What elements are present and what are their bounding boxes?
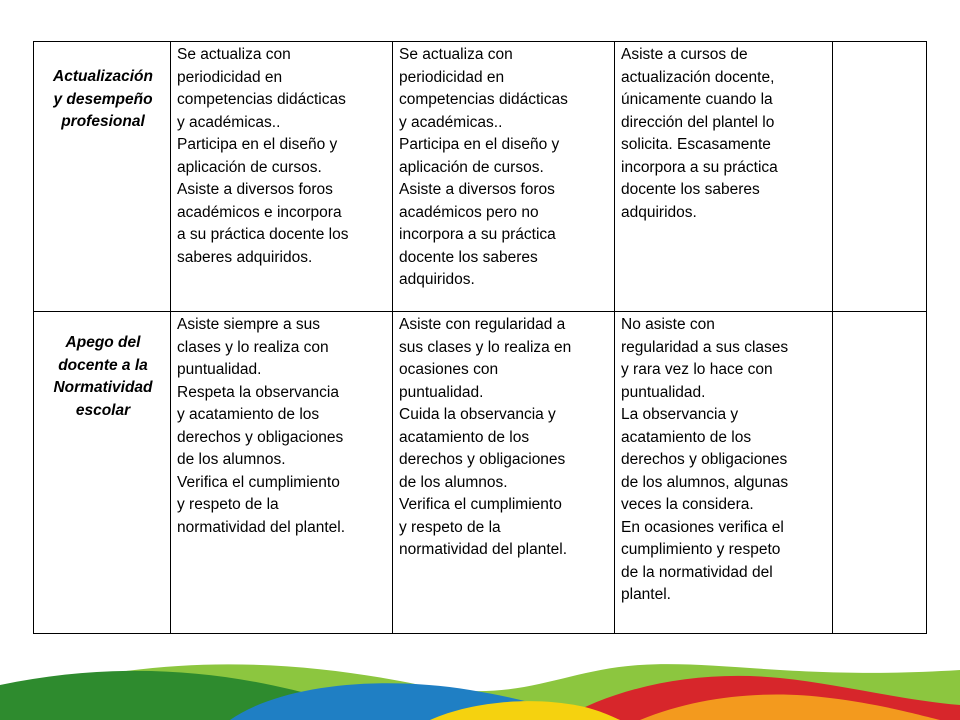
level-3-cell: Asiste a cursos de actualización docente, únicamente cuando la dirección del plantel lo solicita. Escasamente incorpora a su práctica docente los saberes adquiridos. [615, 42, 833, 312]
table-row [34, 312, 927, 634]
level-1-cell: Asiste siempre a sus clases y lo realiza con puntualidad. Respeta la observancia y acatamiento de los derechos y obligaciones de los alumnos. Verifica el cumplimiento y respeto de la normatividad del plantel. [171, 312, 393, 634]
level-1-cell: Se actualiza con periodicidad en competencias didácticas y académicas.. Participa en el diseño y aplicación de cursos. Asiste a diversos foros académicos e incorpora a su práctica docente los saberes adquiridos. [171, 42, 393, 312]
score-cell [833, 312, 927, 634]
rubric-table [33, 41, 927, 634]
criterion-cell: Actualización y desempeño profesional [34, 42, 171, 312]
criterion-cell: Apego del docente a la Normatividad escolar [34, 312, 171, 634]
score-cell [833, 42, 927, 312]
level-2-cell: Asiste con regularidad a sus clases y lo realiza en ocasiones con puntualidad. Cuida la observancia y acatamiento de los derechos y obligaciones de los alumnos. Verifica el cumplimiento y respeto de la normatividad del plantel. [393, 312, 615, 634]
level-3-cell: No asiste con regularidad a sus clases y rara vez lo hace con puntualidad. La observancia y acatamiento de los derechos y obligaciones de los alumnos, algunas veces la considera. En ocasiones verifica el cumplimiento y respeto de la normatividad del plantel. [615, 312, 833, 634]
level-2-cell: Se actualiza con periodicidad en competencias didácticas y académicas.. Participa en el diseño y aplicación de cursos. Asiste a diversos foros académicos pero no incorpora a su práctica docente los saberes adquiridos. [393, 42, 615, 312]
table-row [34, 42, 927, 312]
decorative-wave-footer [0, 630, 960, 720]
